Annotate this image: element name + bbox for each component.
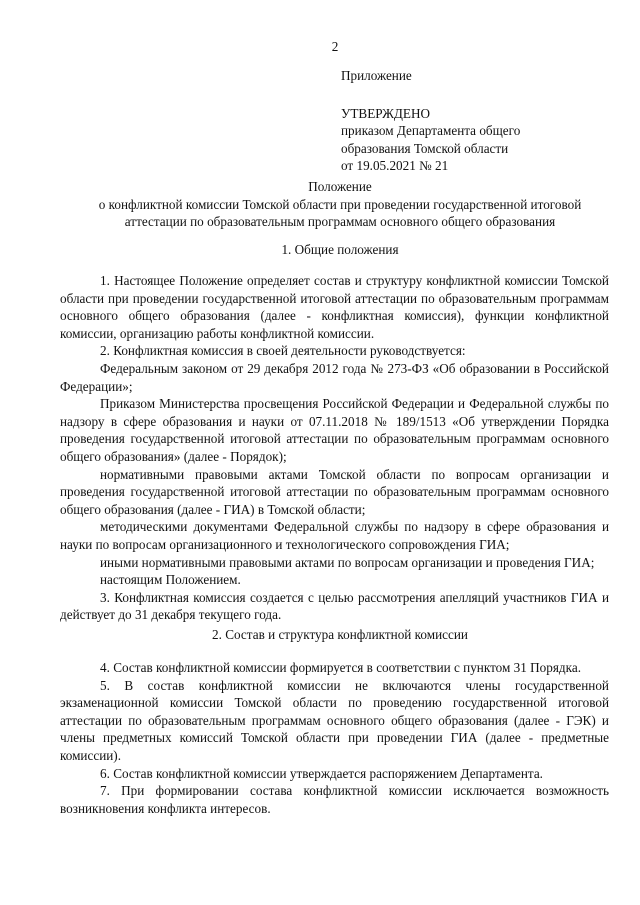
title-line-2: аттестации по образовательным программам основного общего образования <box>124 214 556 230</box>
title-line-1: о конфликтной комиссии Томской области при проведении государственной итоговой <box>98 196 582 212</box>
paragraph-federal-law: Федеральным законом от 29 декабря 2012 года № 273-ФЗ «Об образовании в Российской Федерации»; <box>60 360 609 394</box>
paragraph-5: 5. В состав конфликтной комиссии не включаются члены государственной экзаменационной комиссии Томской области по проведению государственной итоговой аттестации по образовательным программам основного общего образования (далее - ГЭК) и члены предметных комиссий Томской области при проведении ГИА (далее - предметные комиссии). <box>60 677 609 763</box>
paragraph-6: 6. Состав конфликтной комиссии утверждается распоряжением Департамента. <box>100 765 543 781</box>
paragraph-2: 2. Конфликтная комиссия в своей деятельности руководствуется: <box>100 343 466 359</box>
paragraph-3: 3. Конфликтная комиссия создается с целью рассмотрения апелляций участников ГИА и действует до 31 декабря текущего года. <box>60 589 609 623</box>
approved-label: УТВЕРЖДЕНО <box>341 105 431 121</box>
paragraph-other-acts: иными нормативными правовыми актами по вопросам организации и проведения ГИА; <box>100 554 595 570</box>
document-title <box>60 178 620 231</box>
paragraph-7: 7. При формировании состава конфликтной комиссии исключается возможность возникновения конфликта интересов. <box>60 783 609 816</box>
paragraph-4: 4. Состав конфликтной комиссии формируется в соответствии с пунктом 31 Порядка. <box>100 660 581 675</box>
section-2-body <box>60 659 609 817</box>
paragraph-order: Приказом Министерства просвещения Российской Федерации и Федеральной службы по надзору в сфере образования и науки от 07.11.2018 № 189/1513 «Об утверждении Порядка проведения государственной итоговой аттестации по образовательным программам основного общего образования» (далее - Порядок); <box>60 396 609 464</box>
section-2-heading: 2. Состав и структура конфликтной комиссии <box>212 627 468 642</box>
approval-line-2: образования Томской области <box>341 140 509 156</box>
appendix-label: Приложение <box>341 68 412 83</box>
page-number: 2 <box>331 39 339 54</box>
section-1-body <box>60 272 609 624</box>
approval-stamp-block <box>341 67 591 175</box>
paragraph-this-regulation: настоящим Положением. <box>100 572 241 588</box>
title-word: Положение <box>308 179 372 194</box>
section-1-heading: 1. Общие положения <box>281 242 399 257</box>
approval-line-3: от 19.05.2021 № 21 <box>341 158 449 174</box>
paragraph-regional-acts: нормативными правовыми актами Томской области по вопросам организации и проведения государственной итоговой аттестации по образовательным программам основного общего образования (далее - ГИА) в Томской области; <box>60 466 609 517</box>
paragraph-methodical-docs: методическими документами Федеральной службы по надзору в сфере образования и науки по вопросам организационного и технологического сопровождения ГИА; <box>60 519 609 552</box>
paragraph-1: 1. Настоящее Положение определяет состав и структуру конфликтной комиссии Томской области при проведении государственной итоговой аттестации по образовательным программам основного общего образования (далее - конфликтная комиссия), функции конфликтной комиссии, организацию работы конфликтной комиссии. <box>60 273 609 341</box>
approval-line-1: приказом Департамента общего <box>341 123 521 139</box>
